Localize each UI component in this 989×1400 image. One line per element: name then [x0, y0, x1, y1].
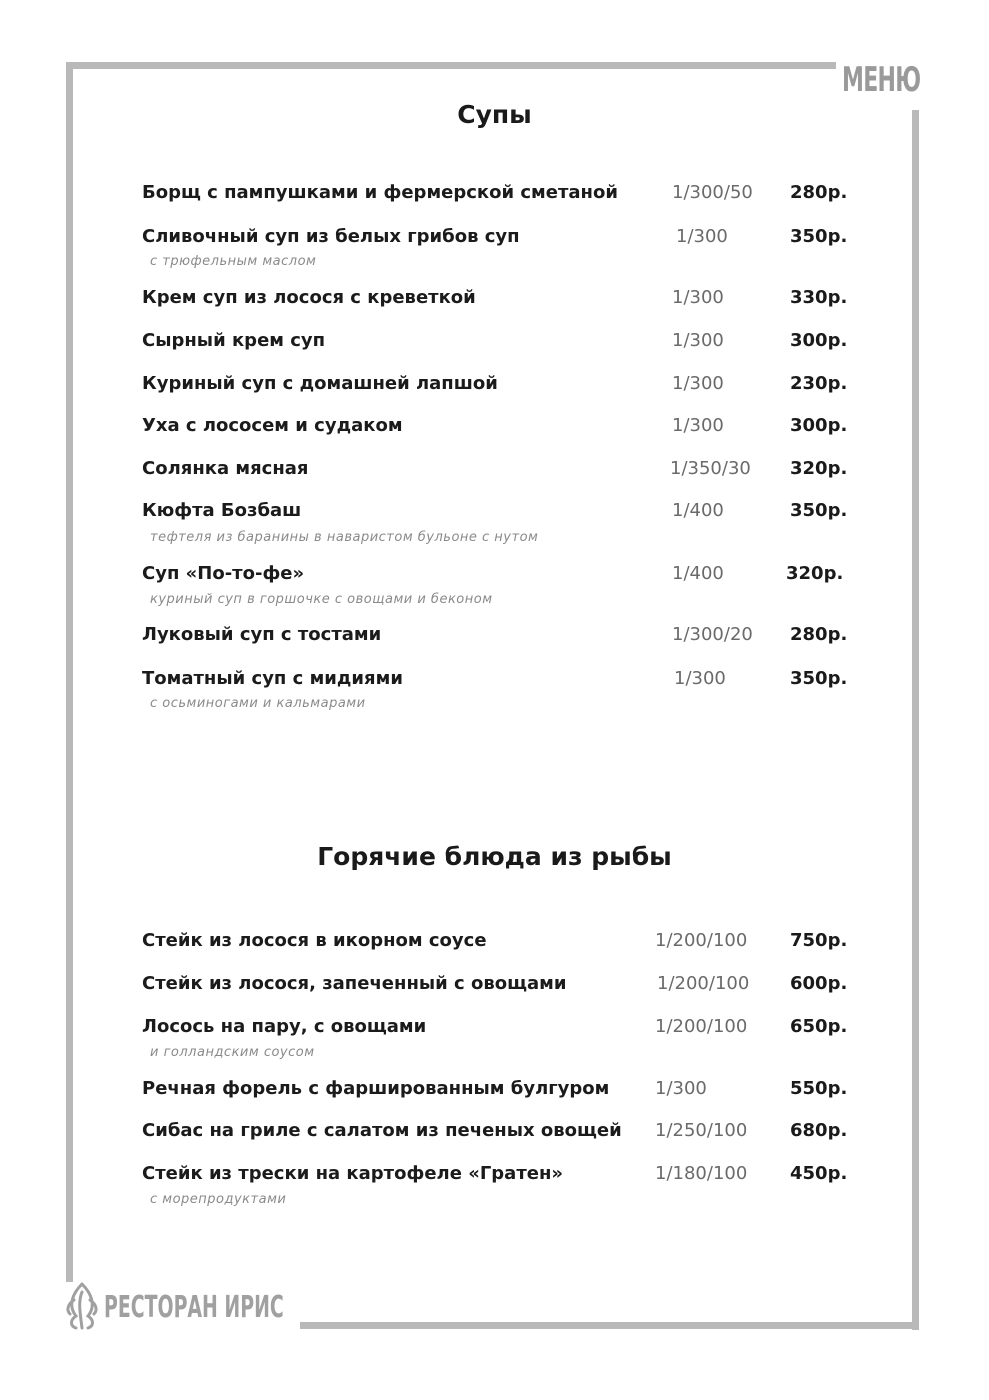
- item-note: и голландским соусом: [150, 1045, 315, 1060]
- item-portion: 1/300: [672, 373, 724, 394]
- item-price: 680р.: [790, 1120, 848, 1141]
- item-note: с трюфельным маслом: [150, 254, 317, 269]
- item-name: Томатный суп с мидиями: [142, 668, 403, 689]
- menu-item: [0, 930, 989, 960]
- menu-item: [0, 458, 989, 488]
- item-portion: 1/300: [672, 330, 724, 351]
- menu-item: [0, 668, 989, 698]
- menu-item: [0, 1016, 989, 1046]
- item-name: Сырный крем суп: [142, 330, 326, 351]
- item-portion: 1/350/30: [670, 458, 751, 479]
- menu-item: [0, 1163, 989, 1193]
- item-name: Кюфта Бозбаш: [142, 500, 302, 521]
- item-price: 280р.: [790, 624, 848, 645]
- item-name: Солянка мясная: [142, 458, 309, 479]
- logo-text: РЕСТОРАН ИРИС: [104, 1290, 284, 1325]
- item-price: 330р.: [790, 287, 848, 308]
- item-name: Стейк из трески на картофеле «Гратен»: [142, 1163, 564, 1184]
- item-portion: 1/300/50: [672, 182, 753, 203]
- item-price: 350р.: [790, 668, 848, 689]
- item-price: 300р.: [790, 330, 848, 351]
- item-name: Борщ с пампушками и фермерской сметаной: [142, 182, 618, 203]
- menu-item: [0, 563, 989, 593]
- item-name: Куриный суп с домашней лапшой: [142, 373, 498, 394]
- menu-item: [0, 330, 989, 360]
- item-price: 300р.: [790, 415, 848, 436]
- item-price: 350р.: [790, 500, 848, 521]
- menu-item: [0, 1078, 989, 1108]
- item-price: 350р.: [790, 226, 848, 247]
- item-price: 320р.: [786, 563, 844, 584]
- item-portion: 1/400: [672, 563, 724, 584]
- item-name: Стейк из лосося в икорном соусе: [142, 930, 487, 951]
- item-portion: 1/250/100: [655, 1120, 748, 1141]
- item-name: Речная форель с фаршированным булгуром: [142, 1078, 610, 1099]
- frame-bottom-border: [300, 1322, 919, 1329]
- menu-item: [0, 287, 989, 317]
- item-portion: 1/300: [676, 226, 728, 247]
- item-price: 550р.: [790, 1078, 848, 1099]
- item-portion: 1/300: [672, 415, 724, 436]
- soups-title: Супы: [457, 100, 532, 129]
- item-name: Сливочный суп из белых грибов суп: [142, 226, 520, 247]
- item-portion: 1/200/100: [657, 973, 750, 994]
- item-portion: 1/180/100: [655, 1163, 748, 1184]
- item-portion: 1/400: [672, 500, 724, 521]
- menu-item: [0, 624, 989, 654]
- menu-item: [0, 415, 989, 445]
- item-portion: 1/200/100: [655, 1016, 748, 1037]
- menu-item: [0, 500, 989, 530]
- item-price: 650р.: [790, 1016, 848, 1037]
- restaurant-logo: [62, 1280, 292, 1332]
- item-price: 230р.: [790, 373, 848, 394]
- item-name: Сибас на гриле с салатом из печеных овощей: [142, 1120, 622, 1141]
- menu-item: [0, 1120, 989, 1150]
- frame-top-border: [66, 62, 836, 69]
- item-name: Стейк из лосося, запеченный с овощами: [142, 973, 567, 994]
- item-portion: 1/300: [672, 287, 724, 308]
- item-note: куриный суп в горшочке с овощами и беконом: [150, 592, 493, 607]
- item-portion: 1/300: [655, 1078, 707, 1099]
- menu-item: [0, 182, 989, 212]
- item-note: тефтеля из баранины в наваристом бульоне с нутом: [150, 530, 539, 545]
- item-price: 320р.: [790, 458, 848, 479]
- menu-item: [0, 226, 989, 256]
- menu-stamp: МЕНЮ: [842, 60, 921, 100]
- item-name: Уха с лососем и судаком: [142, 415, 403, 436]
- menu-item: [0, 373, 989, 403]
- item-note: с морепродуктами: [150, 1192, 287, 1207]
- item-portion: 1/200/100: [655, 930, 748, 951]
- item-name: Лосось на пару, с овощами: [142, 1016, 427, 1037]
- item-portion: 1/300: [674, 668, 726, 689]
- item-name: Луковый суп с тостами: [142, 624, 382, 645]
- item-note: с осьминогами и кальмарами: [150, 696, 366, 711]
- item-name: Крем суп из лосося с креветкой: [142, 287, 476, 308]
- item-name: Суп «По-то-фе»: [142, 563, 305, 584]
- item-price: 750р.: [790, 930, 848, 951]
- fish-title: Горячие блюда из рыбы: [317, 842, 672, 871]
- menu-item: [0, 973, 989, 1003]
- item-portion: 1/300/20: [672, 624, 753, 645]
- item-price: 450р.: [790, 1163, 848, 1184]
- iris-flower-icon: [62, 1280, 102, 1332]
- item-price: 600р.: [790, 973, 848, 994]
- item-price: 280р.: [790, 182, 848, 203]
